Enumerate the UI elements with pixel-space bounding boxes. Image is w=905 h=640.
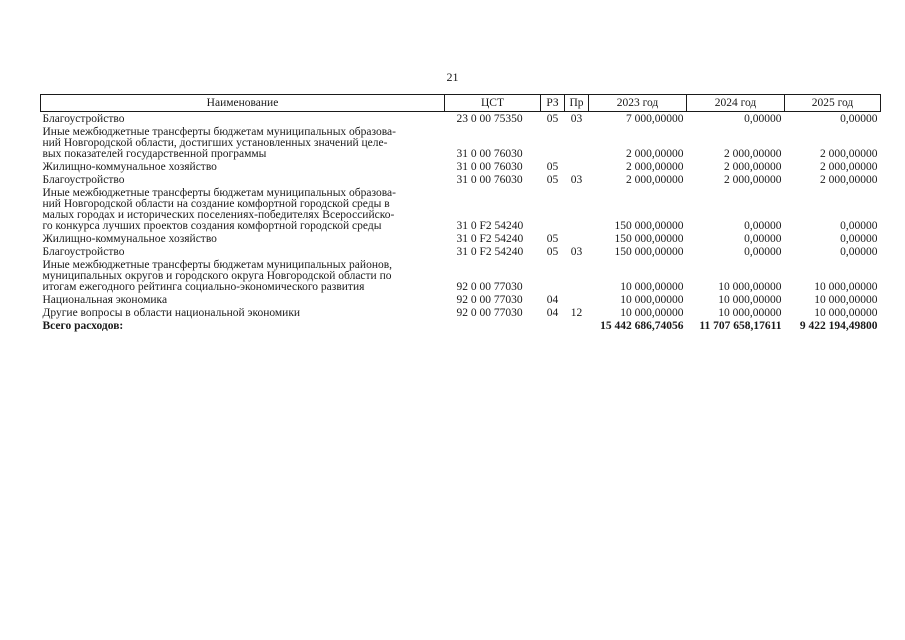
- row-value-2024: 10 000,00000: [718, 281, 782, 293]
- row-cst: 92 0 00 77030: [456, 307, 523, 319]
- table-row: [41, 293, 881, 306]
- row-value-2023: 10 000,00000: [620, 294, 684, 306]
- row-value-2024: 0,00000: [744, 113, 782, 125]
- row-rz: 04: [546, 294, 559, 306]
- row-name: Благоустройство: [42, 113, 125, 125]
- row-rz: 05: [546, 233, 559, 245]
- row-value-2024: 0,00000: [744, 233, 782, 245]
- row-name: Иные межбюджетные трансферты бюджетам муниципальных образова- ний Новгородской области на создание комфортной городской среды в малых городах и исторических поселениях-победителях Всероссийско- го конкурса лучших проектов создания комфортной городской среды: [42, 187, 396, 232]
- row-value-2025: 10 000,00000: [814, 281, 878, 293]
- row-value-2025: 2 000,00000: [820, 161, 878, 173]
- row-cst: 31 0 F2 54240: [456, 220, 524, 232]
- row-value-2024: 2 000,00000: [724, 161, 782, 173]
- row-name: Иные межбюджетные трансферты бюджетам муниципальных районов, муниципальных округов и городского округа Новгородской области по итогам ежегодного рейтинга социально-экономического развития: [42, 259, 393, 293]
- page-number: 21: [446, 70, 459, 84]
- row-value-2025: 2 000,00000: [820, 174, 878, 186]
- row-rz: 05: [546, 246, 559, 258]
- row-cst: 92 0 00 77030: [456, 281, 523, 293]
- row-name: Жилищно-коммунальное хозяйство: [42, 161, 217, 173]
- row-value-2025: 0,00000: [840, 246, 878, 258]
- table-row: [41, 258, 881, 293]
- row-pr: 03: [570, 246, 583, 258]
- row-rz: 05: [546, 113, 559, 125]
- row-name: Жилищно-коммунальное хозяйство: [42, 233, 217, 245]
- row-value-2025: 0,00000: [840, 233, 878, 245]
- table-row: [41, 306, 881, 319]
- header-rz: РЗ: [541, 95, 565, 112]
- row-value-2025: 0,00000: [840, 113, 878, 125]
- row-value-2025: 10 000,00000: [814, 294, 878, 306]
- row-name: Благоустройство: [42, 174, 125, 186]
- table-row: [41, 125, 881, 160]
- row-value-2023: 10 000,00000: [620, 307, 684, 319]
- row-value-2024: 2 000,00000: [724, 148, 782, 160]
- header-pr: Пр: [565, 95, 589, 112]
- total-value-2024: 11 707 658,17611: [699, 320, 782, 332]
- row-value-2023: 150 000,00000: [614, 220, 684, 232]
- budget-table: [40, 94, 881, 332]
- row-cst: 31 0 00 76030: [456, 174, 523, 186]
- row-value-2025: 2 000,00000: [820, 148, 878, 160]
- row-rz: 05: [546, 174, 559, 186]
- row-rz: [541, 125, 565, 160]
- row-pr: [565, 160, 589, 173]
- row-cst: 31 0 00 76030: [456, 161, 523, 173]
- row-cst: 23 0 00 75350: [456, 113, 523, 125]
- row-value-2023: 2 000,00000: [626, 161, 684, 173]
- row-value-2023: 7 000,00000: [626, 113, 684, 125]
- row-cst: 92 0 00 77030: [456, 294, 523, 306]
- row-value-2023: 150 000,00000: [614, 233, 684, 245]
- row-rz: 04: [546, 307, 559, 319]
- total-label: Всего расходов:: [42, 320, 124, 332]
- row-pr: 03: [570, 174, 583, 186]
- row-cst: 31 0 F2 54240: [456, 233, 524, 245]
- row-value-2024: 0,00000: [744, 220, 782, 232]
- row-value-2024: 10 000,00000: [718, 307, 782, 319]
- table-header-row: [41, 95, 881, 112]
- row-name: Иные межбюджетные трансферты бюджетам муниципальных образова- ний Новгородской области, достигших установленных значений целе- вых показателей государственной программы: [42, 126, 396, 160]
- row-value-2024: 2 000,00000: [724, 174, 782, 186]
- row-value-2023: 2 000,00000: [626, 148, 684, 160]
- row-value-2025: 10 000,00000: [814, 307, 878, 319]
- row-value-2024: 10 000,00000: [718, 294, 782, 306]
- table-row: [41, 112, 881, 126]
- table-row: [41, 245, 881, 258]
- header-year-2025: 2025 год: [785, 95, 881, 112]
- row-cst: 31 0 00 76030: [456, 148, 523, 160]
- row-pr: [565, 258, 589, 293]
- row-pr: [565, 293, 589, 306]
- row-value-2023: 2 000,00000: [626, 174, 684, 186]
- total-value-2023: 15 442 686,74056: [600, 320, 684, 332]
- total-row: [41, 319, 881, 332]
- row-pr: [565, 186, 589, 232]
- row-name: Благоустройство: [42, 246, 125, 258]
- row-rz: [541, 258, 565, 293]
- row-pr: 03: [570, 113, 583, 125]
- table-row: [41, 186, 881, 232]
- header-year-2024: 2024 год: [687, 95, 785, 112]
- row-cst: 31 0 F2 54240: [456, 246, 524, 258]
- row-name: Другие вопросы в области национальной экономики: [42, 307, 301, 319]
- table-row: [41, 173, 881, 186]
- header-name: Наименование: [41, 95, 445, 112]
- table-row: [41, 232, 881, 245]
- row-pr: 12: [570, 307, 583, 319]
- row-value-2023: 150 000,00000: [614, 246, 684, 258]
- row-value-2024: 0,00000: [744, 246, 782, 258]
- row-rz: 05: [546, 161, 559, 173]
- header-year-2023: 2023 год: [589, 95, 687, 112]
- header-cst: ЦСТ: [445, 95, 541, 112]
- table-row: [41, 160, 881, 173]
- row-value-2023: 10 000,00000: [620, 281, 684, 293]
- row-pr: [565, 232, 589, 245]
- total-value-2025: 9 422 194,49800: [799, 320, 878, 332]
- row-pr: [565, 125, 589, 160]
- row-value-2025: 0,00000: [840, 220, 878, 232]
- row-rz: [541, 186, 565, 232]
- row-name: Национальная экономика: [42, 294, 168, 306]
